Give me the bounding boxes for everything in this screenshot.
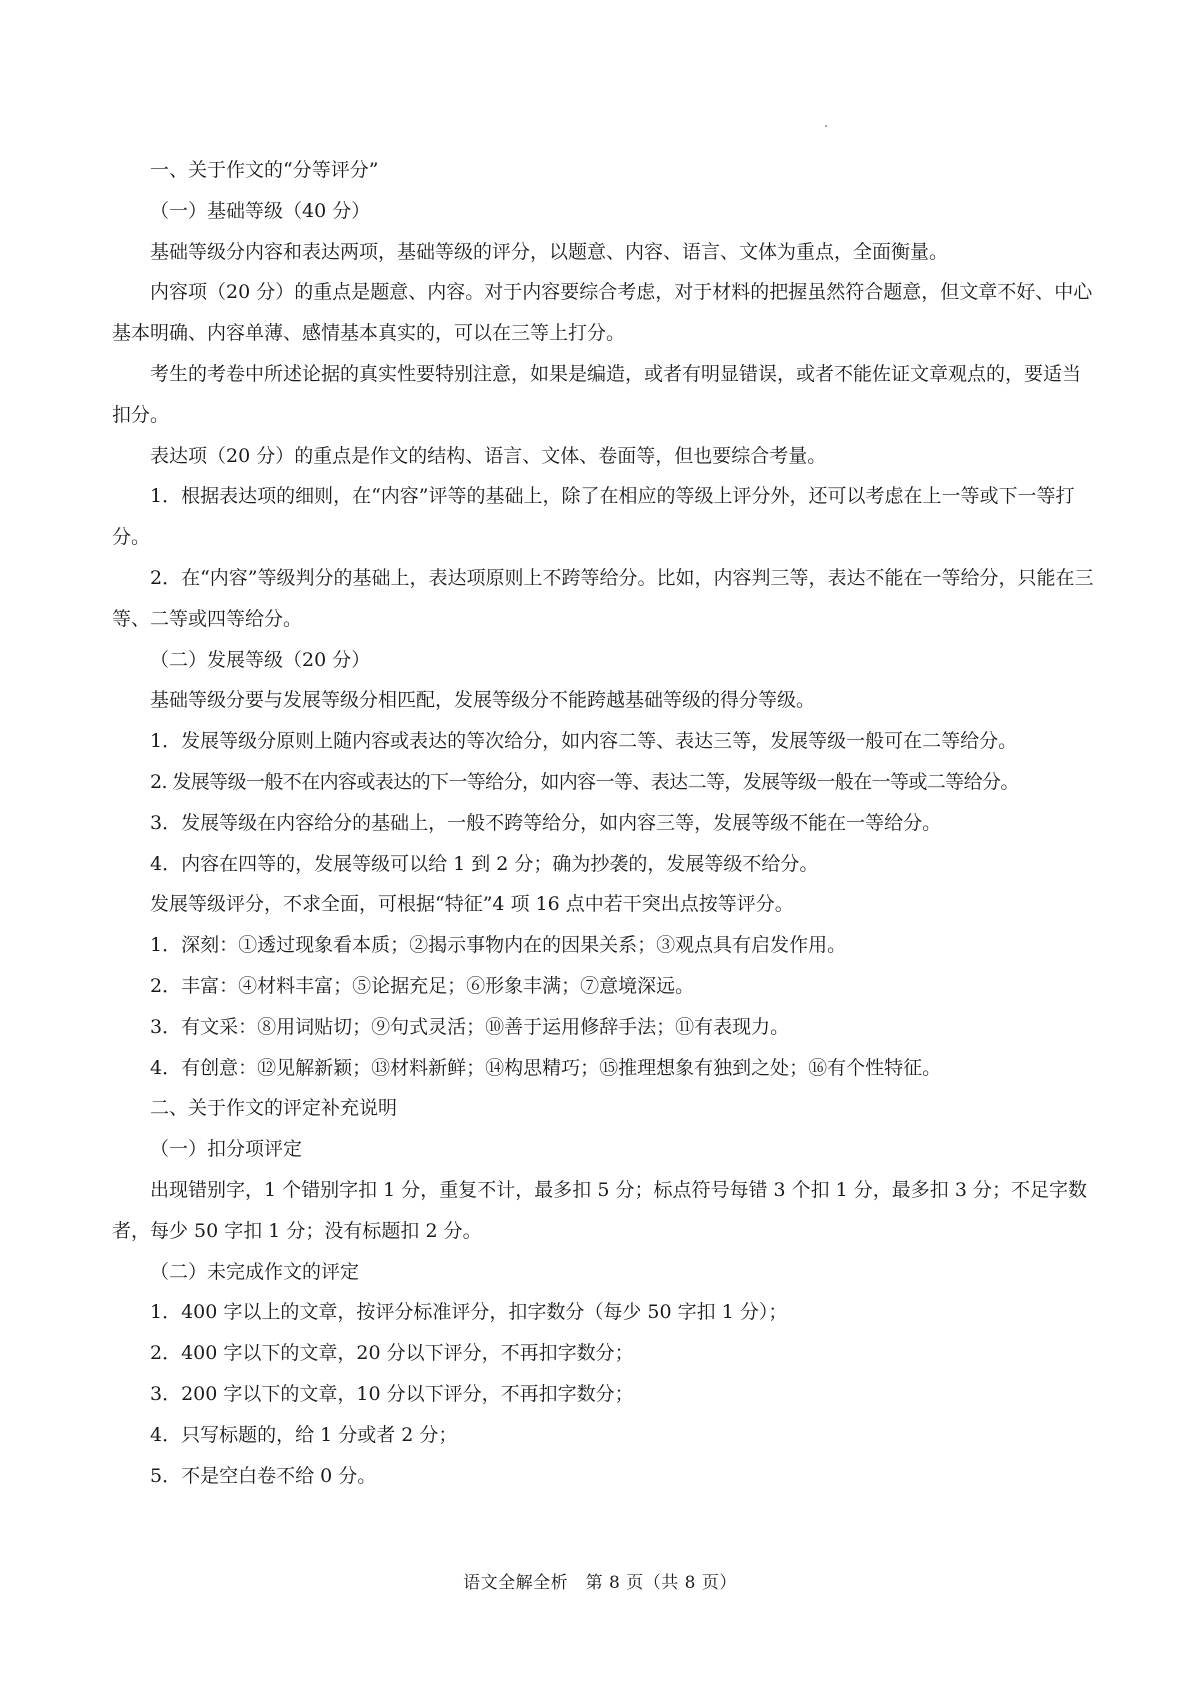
list-item: 4．只写标题的，给 1 分或者 2 分； <box>150 1423 458 1446</box>
list-item: 3．发展等级在内容给分的基础上，一般不跨等给分，如内容三等，发展等级不能在一等给分。 <box>150 811 942 834</box>
paragraph: 内容项（20 分）的重点是题意、内容。对于内容要综合考虑，对于材料的把握虽然符合题意，但文章不好、中心基本明确、内容单薄、感情基本真实的，可以在三等上打分。 <box>112 281 1093 345</box>
list-item: 2. 发展等级一般不在内容或表达的下一等给分，如内容一等、表达二等，发展等级一般在一等或二等给分。 <box>150 770 1019 793</box>
list-item: 5．不是空白卷不给 0 分。 <box>150 1464 377 1487</box>
paragraph: 考生的考卷中所述论据的真实性要特别注意，如果是编造，或者有明显错误，或者不能佐证文章观点的，要适当扣分。 <box>112 362 1082 426</box>
list-item: 4．有创意：⑫见解新颖；⑬材料新鲜；⑭构思精巧；⑮推理想象有独到之处；⑯有个性特征。 <box>150 1056 942 1079</box>
document-body <box>112 150 1094 1496</box>
paragraph: 出现错别字，1 个错别字扣 1 分，重复不计，最多扣 5 分；标点符号每错 3 个扣 1 分，最多扣 3 分；不足字数者，每少 50 字扣 1 分；没有标题扣 2 分。 <box>112 1178 1087 1242</box>
list-item: 1．发展等级分原则上随内容或表达的等次给分，如内容二等、表达三等，发展等级一般可在二等给分。 <box>150 730 1018 753</box>
list-item: 1．400 字以上的文章，按评分标准评分，扣字数分（每少 50 字扣 1 分）； <box>150 1301 788 1324</box>
subheading-development-level: （二）发展等级（20 分） <box>150 648 371 671</box>
list-item: 3．200 字以下的文章，10 分以下评分，不再扣字数分； <box>150 1382 634 1405</box>
list-item: 3．有文采：⑧用词贴切；⑨句式灵活；⑩善于运用修辞手法；⑪有表现力。 <box>150 1015 790 1038</box>
subheading-deductions: （一）扣分项评定 <box>150 1138 303 1161</box>
paragraph: 发展等级评分，不求全面，可根据“特征”4 项 16 点中若干突出点按等评分。 <box>150 893 794 916</box>
paragraph: 基础等级分要与发展等级分相匹配，发展等级分不能跨越基础等级的得分等级。 <box>150 689 816 712</box>
list-item: 1．深刻：①透过现象看本质；②揭示事物内在的因果关系；③观点具有启发作用。 <box>150 934 847 957</box>
paragraph: 表达项（20 分）的重点是作文的结构、语言、文体、卷面等，但也要综合考量。 <box>150 444 827 467</box>
subheading-basic-level: （一）基础等级（40 分） <box>150 199 371 222</box>
heading-part-2: 二、关于作文的评定补充说明 <box>150 1097 398 1120</box>
list-item: 2．在“内容”等级判分的基础上，表达项原则上不跨等给分。比如，内容判三等，表达不能在一等给分，只能在三等、二等或四等给分。 <box>112 566 1094 630</box>
list-item: 1．根据表达项的细则，在“内容”评等的基础上，除了在相应的等级上评分外，还可以考虑在上一等或下一等打分。 <box>112 485 1075 549</box>
list-item: 2．丰富：④材料丰富；⑤论据充足；⑥形象丰满；⑦意境深远。 <box>150 974 695 997</box>
list-item: 4．内容在四等的，发展等级可以给 1 到 2 分；确为抄袭的，发展等级不给分。 <box>150 852 819 875</box>
list-item: 2．400 字以下的文章，20 分以下评分，不再扣字数分； <box>150 1342 634 1365</box>
scan-speck <box>825 125 827 127</box>
heading-part-1: 一、关于作文的“分等评分” <box>150 159 379 181</box>
subheading-incomplete: （二）未完成作文的评定 <box>150 1260 360 1283</box>
paragraph: 基础等级分内容和表达两项，基础等级的评分，以题意、内容、语言、文体为重点，全面衡量。 <box>150 240 949 263</box>
page-footer: 语文全解全析 第 8 页（共 8 页） <box>463 1573 737 1593</box>
